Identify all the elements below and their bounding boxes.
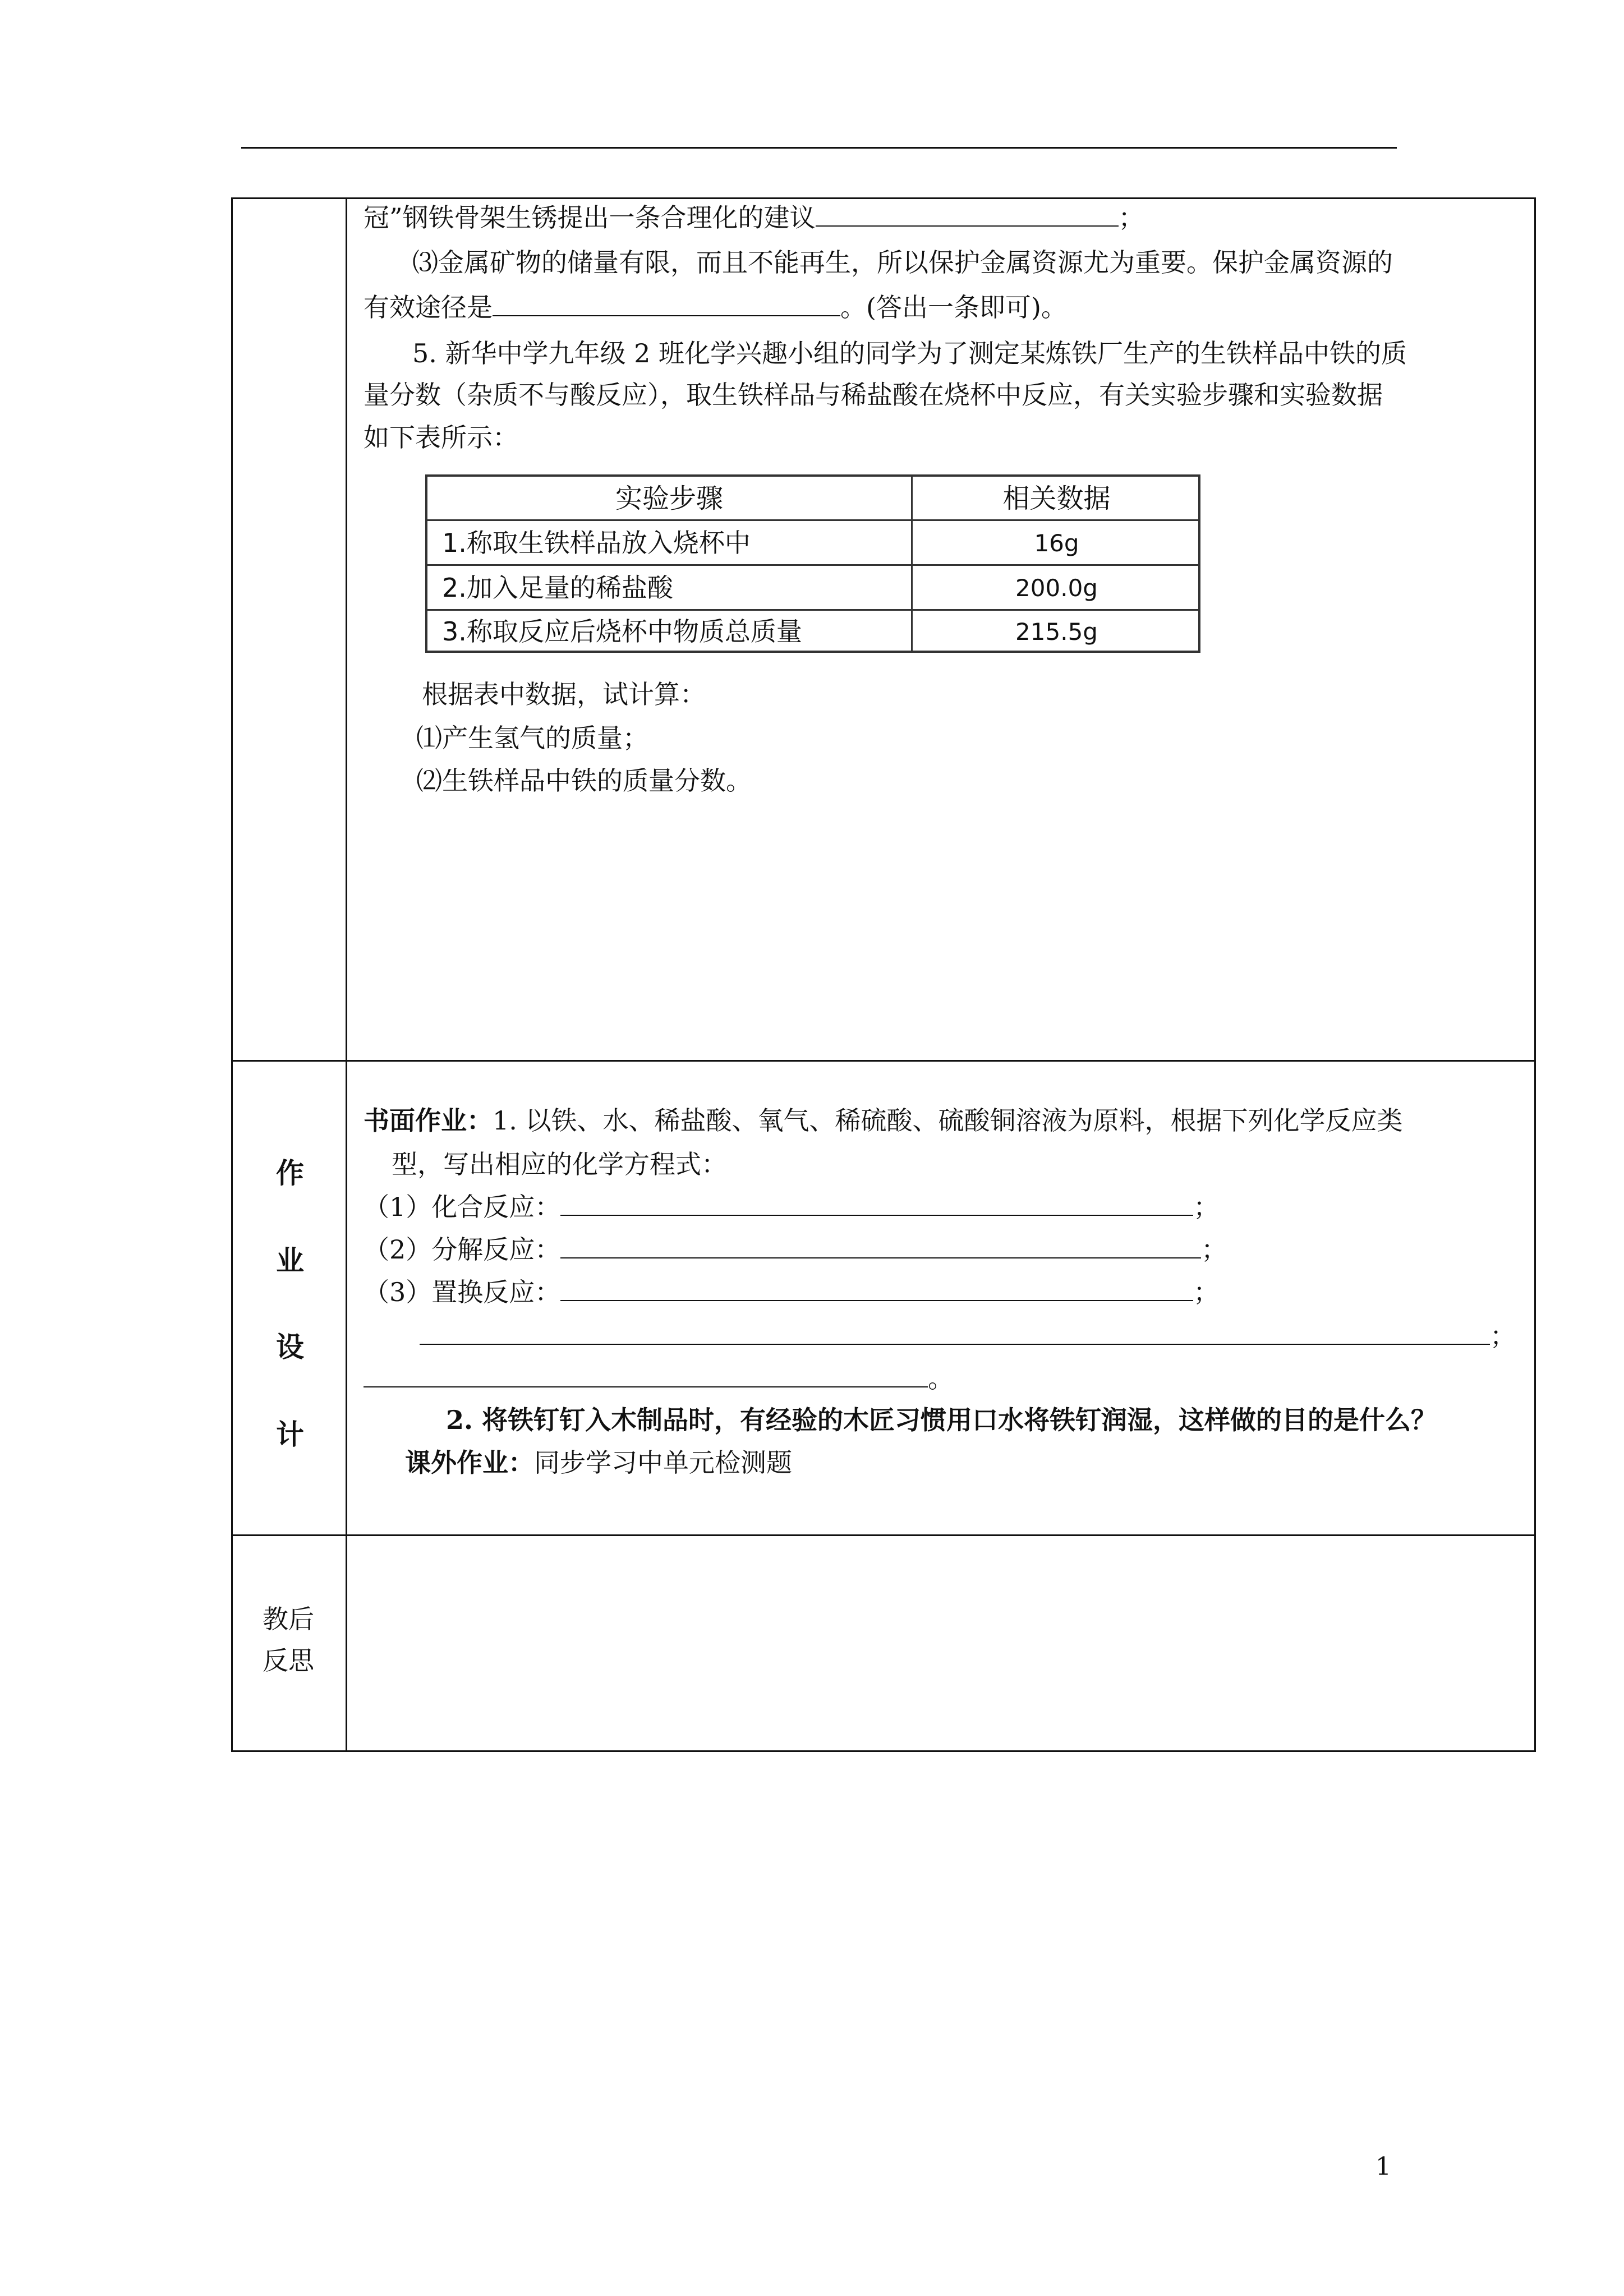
row-step: 1.称取生铁样品放入烧杯中 xyxy=(442,528,751,558)
extracurricular-homework: 课外作业：同步学习中单元检测题 xyxy=(405,1447,792,1478)
row-value: 16g xyxy=(1034,529,1079,557)
answer-blank[interactable] xyxy=(364,1364,928,1387)
page-number: 1 xyxy=(1375,2152,1391,2181)
row-divider-1 xyxy=(231,1060,1536,1062)
experiment-data-table xyxy=(425,474,1200,653)
table-row xyxy=(427,610,1198,654)
answer-blank[interactable] xyxy=(560,1235,1201,1258)
text-line-a: 冠”钢铁骨架生锈提出一条合理化的建议 ； xyxy=(364,202,1144,233)
homework-label-char: 业 xyxy=(276,1244,304,1277)
reflection-label-line-1: 教后 xyxy=(263,1604,314,1634)
question-5-line-2: 量分数（杂质不与酸反应），取生铁样品与稀盐酸在烧杯中反应，有关实验步骤和实验数据 xyxy=(364,380,1383,410)
homework-label-char: 计 xyxy=(276,1418,304,1451)
question-5-line-3: 如下表所示： xyxy=(364,422,518,453)
continuation-line-2: 。 xyxy=(364,1363,954,1394)
reaction-item-displacement: （3）置换反应： ； xyxy=(364,1277,1220,1307)
written-homework-line-2: 型，写出相应的化学方程式： xyxy=(392,1149,727,1179)
answer-blank[interactable] xyxy=(560,1192,1193,1216)
calc-question-2: ⑵生铁样品中铁的质量分数。 xyxy=(416,766,752,796)
column-divider xyxy=(346,197,347,1752)
homework-label-char: 设 xyxy=(276,1330,304,1363)
question-5-line-1: 5. 新华中学九年级 2 班化学兴趣小组的同学为了测定某炼铁厂生产的生铁样品中铁的质 xyxy=(412,338,1407,368)
answer-blank[interactable] xyxy=(493,293,840,316)
calc-question-1: ⑴产生氢气的质量； xyxy=(416,723,648,753)
row-step: 3.称取反应后烧杯中物质总质量 xyxy=(442,616,802,647)
calc-intro: 根据表中数据，试计算： xyxy=(422,679,706,709)
continuation-line-1: ； xyxy=(420,1320,1516,1352)
row-value: 215.5g xyxy=(1015,618,1098,646)
answer-blank[interactable] xyxy=(420,1321,1490,1345)
homework-question-2: 2. 将铁钉钉入木制品时，有经验的木匠习惯用口水将铁钉润湿，这样做的目的是什么？ xyxy=(446,1405,1437,1435)
text-line-c: 有效途径是 。(答出一条即可)。 xyxy=(364,292,1067,322)
header-rule xyxy=(241,147,1397,149)
reaction-item-decomposition: （2）分解反应： ； xyxy=(364,1234,1227,1265)
homework-label-char: 作 xyxy=(276,1156,304,1190)
row-divider-2 xyxy=(231,1534,1536,1536)
row-step: 2.加入足量的稀盐酸 xyxy=(442,573,673,603)
text-line-b: ⑶金属矿物的储量有限，而且不能再生，所以保护金属资源尤为重要。保护金属资源的 xyxy=(412,247,1393,278)
header-data: 相关数据 xyxy=(1002,483,1111,514)
written-homework-line-1: 书面作业：1. 以铁、水、稀盐酸、氧气、稀硫酸、硫酸铜溶液为原料，根据下列化学反应类 xyxy=(364,1105,1403,1136)
answer-blank[interactable] xyxy=(560,1278,1193,1301)
reaction-item-combination: （1）化合反应： ； xyxy=(364,1192,1220,1222)
header-step: 实验步骤 xyxy=(615,483,723,514)
table-row xyxy=(427,521,1198,565)
table-row xyxy=(427,566,1198,610)
table-header-row xyxy=(427,477,1198,521)
answer-blank[interactable] xyxy=(816,203,1119,227)
reflection-label-line-2: 反思 xyxy=(263,1645,314,1676)
row-value: 200.0g xyxy=(1015,574,1098,602)
